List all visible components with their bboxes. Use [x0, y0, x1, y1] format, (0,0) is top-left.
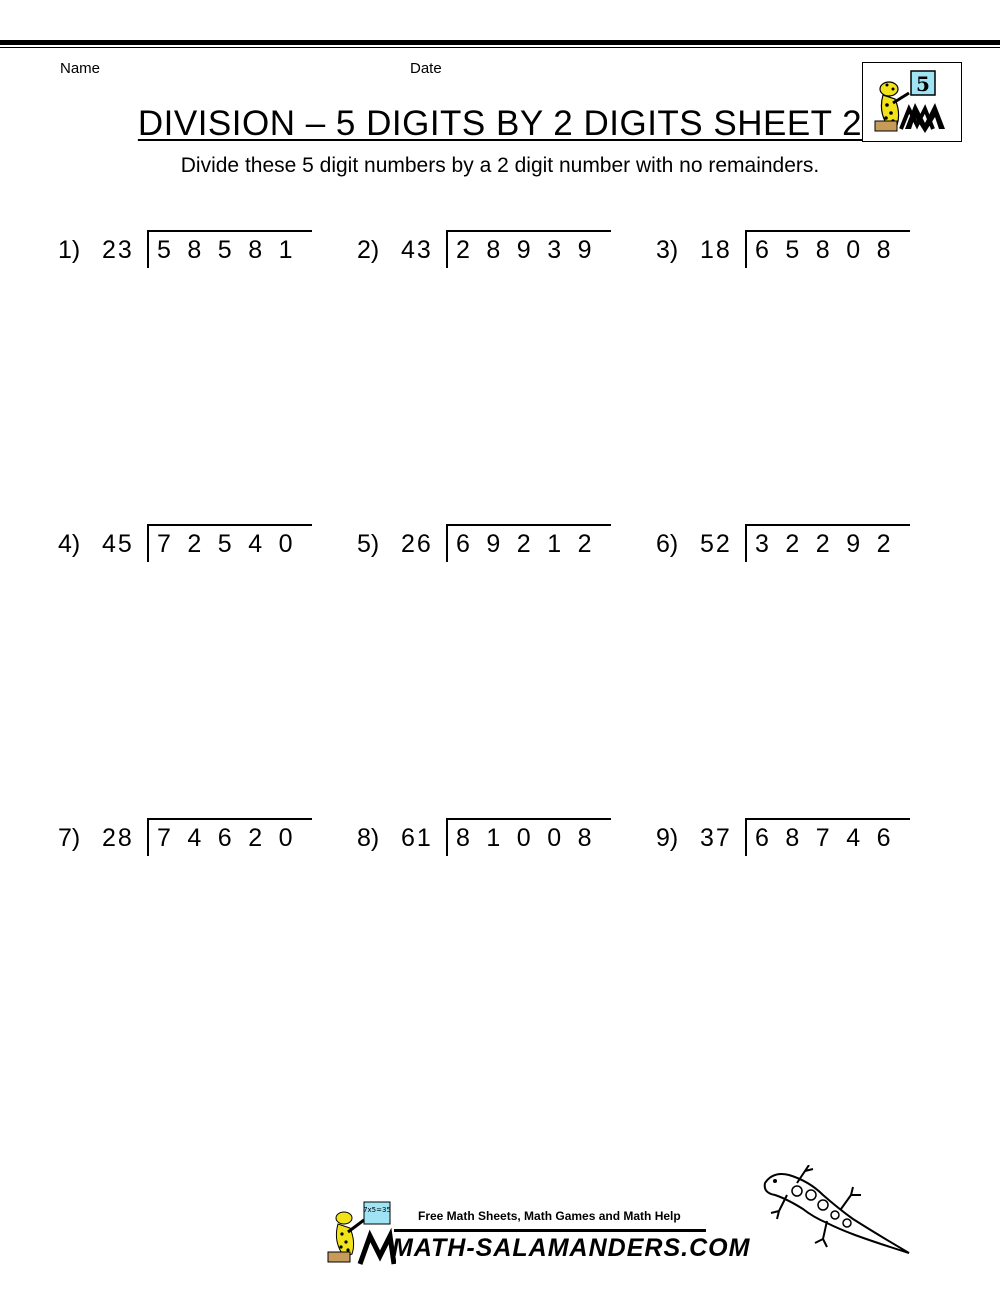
problem-number: 5): [357, 530, 380, 558]
divisor: 43: [401, 236, 433, 264]
date-label: Date: [410, 60, 442, 77]
problem-number: 4): [58, 530, 81, 558]
worksheet-instructions: Divide these 5 digit numbers by a 2 digit number with no remainders.: [180, 154, 820, 177]
top-rule-thin: [0, 47, 1000, 48]
divisor: 18: [700, 236, 732, 264]
divisor: 26: [401, 530, 433, 558]
dividend: 28939: [456, 236, 609, 264]
footer-tagline: Free Math Sheets, Math Games and Math Help: [418, 1209, 681, 1223]
dividend: 74620: [157, 824, 310, 852]
top-rule: [0, 40, 1000, 45]
svg-text:7x5=35: 7x5=35: [363, 1206, 391, 1214]
footer-logo-icon: [322, 1198, 396, 1273]
problem-number: 2): [357, 236, 380, 264]
salamander-icon: [757, 1165, 917, 1270]
problem-number: 3): [656, 236, 679, 264]
dividend: 81008: [456, 824, 609, 852]
footer-brand-name: MATH-SALAMANDERS.COM: [392, 1234, 751, 1262]
dividend: 72540: [157, 530, 310, 558]
divisor: 28: [102, 824, 134, 852]
worksheet-title: DIVISION – 5 DIGITS BY 2 DIGITS SHEET 2: [137, 104, 863, 143]
divisor: 61: [401, 824, 433, 852]
problem-number: 8): [357, 824, 380, 852]
problem-number: 1): [58, 236, 81, 264]
dividend: 65808: [755, 236, 908, 264]
dividend: 32292: [755, 530, 908, 558]
problem-number: 9): [656, 824, 679, 852]
divisor: 23: [102, 236, 134, 264]
problem-number: 7): [58, 824, 81, 852]
svg-text:5: 5: [916, 72, 930, 96]
name-label: Name: [60, 60, 101, 77]
dividend: 68746: [755, 824, 908, 852]
divisor: 45: [102, 530, 134, 558]
dividend: 69212: [456, 530, 609, 558]
dividend: 58581: [157, 236, 310, 264]
divisor: 52: [700, 530, 732, 558]
divisor: 37: [700, 824, 732, 852]
footer-divider: [394, 1229, 706, 1232]
problem-number: 6): [656, 530, 679, 558]
